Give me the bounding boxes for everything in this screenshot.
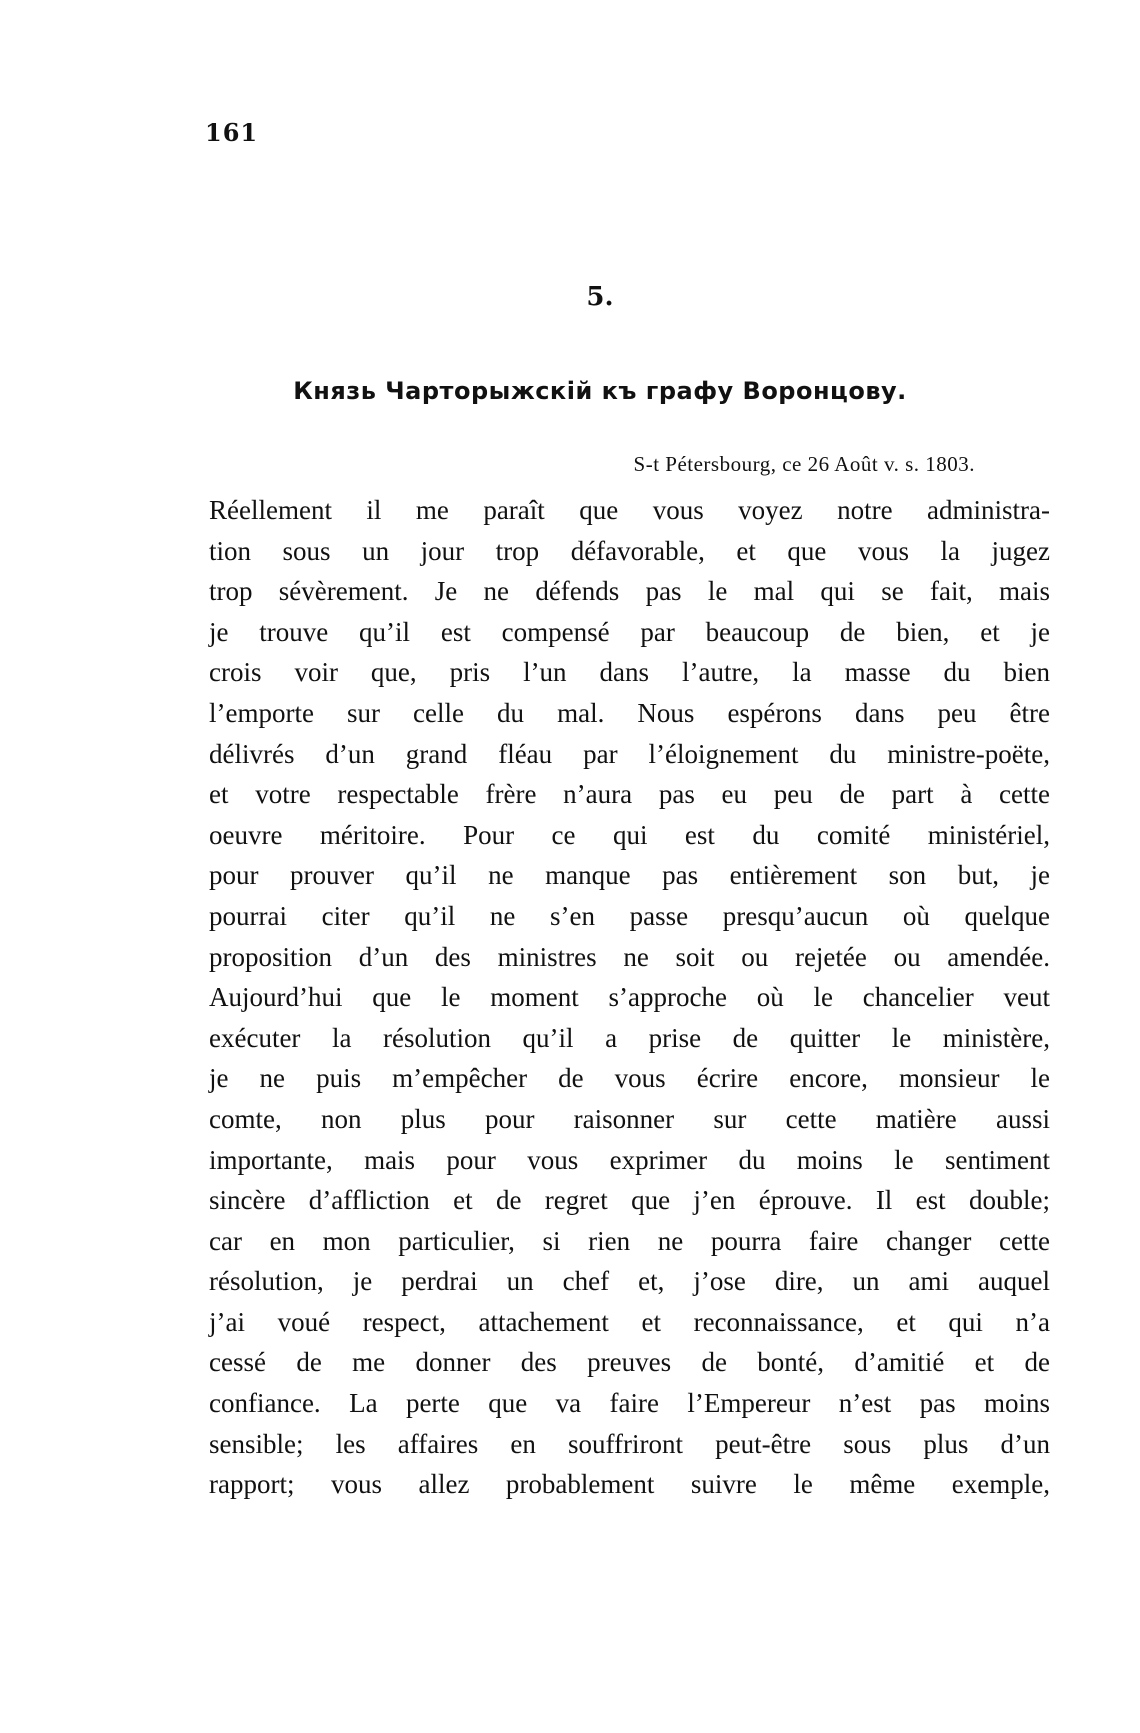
letter-heading: Князь Чарторыжскій къ графу Воронцову. bbox=[293, 377, 907, 405]
text-line: Réellement il me paraît que vous voyez notre administra- bbox=[209, 495, 1050, 525]
document-number: 5. bbox=[586, 282, 614, 312]
text-line: l’emporte sur celle du mal. Nous espérons dans peu être bbox=[209, 697, 1050, 728]
letter-dateline: S-t Pétersbourg, ce 26 Août v. s. 1803. bbox=[633, 452, 975, 476]
text-line: trop sévèrement. Je ne défends pas le mal qui se fait, mais bbox=[209, 576, 1050, 607]
text-line: rapport; vous allez probablement suivre le même exemple, bbox=[209, 1469, 1050, 1500]
text-line: sincère d’affliction et de regret que j’en éprouve. Il est double; bbox=[209, 1185, 1050, 1216]
page-number: 161 bbox=[205, 118, 259, 147]
text-line: sensible; les affaires en souffriront peut-être sous plus d’un bbox=[209, 1428, 1050, 1459]
text-line: et votre respectable frère n’aura pas eu peu de part à cette bbox=[209, 779, 1050, 810]
text-line: je ne puis m’empêcher de vous écrire encore, monsieur le bbox=[209, 1063, 1050, 1094]
text-line: oeuvre méritoire. Pour ce qui est du comité ministériel, bbox=[209, 819, 1050, 850]
text-line: résolution, je perdrai un chef et, j’ose dire, un ami auquel bbox=[209, 1266, 1050, 1297]
text-line: tion sous un jour trop défavorable, et que vous la jugez bbox=[209, 535, 1050, 566]
text-line: je trouve qu’il est compensé par beaucoup de bien, et je bbox=[209, 616, 1050, 647]
text-line: comte, non plus pour raisonner sur cette matière aussi bbox=[209, 1103, 1050, 1134]
text-line: exécuter la résolution qu’il a prise de quitter le ministère, bbox=[209, 1022, 1050, 1053]
text-line: délivrés d’un grand fléau par l’éloignement du ministre-poëte, bbox=[209, 738, 1050, 769]
text-line: pourrai citer qu’il ne s’en passe presqu’aucun où quelque bbox=[209, 900, 1050, 931]
text-line: pour prouver qu’il ne manque pas entièrement son but, je bbox=[209, 860, 1050, 891]
text-line: j’ai voué respect, attachement et reconnaissance, et qui n’a bbox=[209, 1306, 1050, 1337]
text-line: car en mon particulier, si rien ne pourra faire changer cette bbox=[209, 1225, 1050, 1256]
letter-body bbox=[209, 490, 1050, 1505]
text-line: importante, mais pour vous exprimer du moins le sentiment bbox=[209, 1144, 1050, 1175]
text-line: proposition d’un des ministres ne soit ou rejetée ou amendée. bbox=[209, 941, 1050, 972]
text-line: crois voir que, pris l’un dans l’autre, la masse du bien bbox=[209, 657, 1050, 688]
text-line: cessé de me donner des preuves de bonté, d’amitié et de bbox=[209, 1347, 1050, 1378]
text-line: Aujourd’hui que le moment s’approche où le chancelier veut bbox=[209, 982, 1050, 1013]
text-line: confiance. La perte que va faire l’Empereur n’est pas moins bbox=[209, 1388, 1050, 1419]
